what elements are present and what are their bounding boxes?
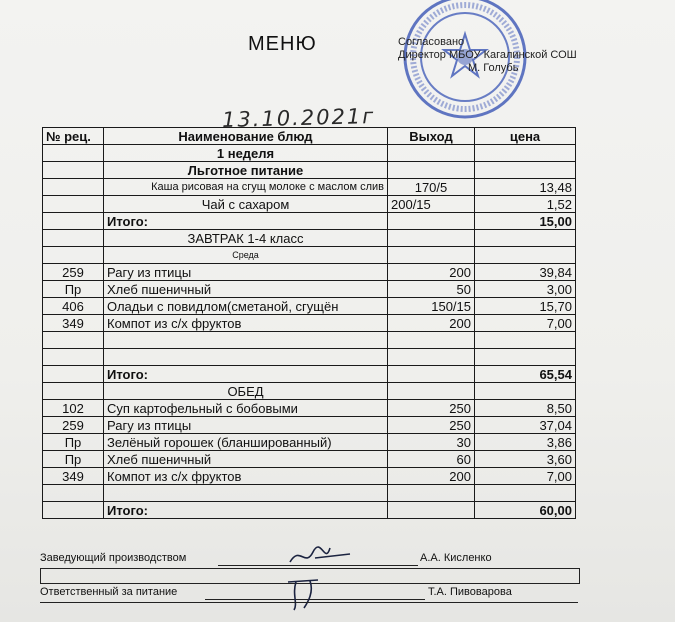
dish-output: 170/5 xyxy=(388,179,475,196)
manager-label: Заведующий производством xyxy=(40,552,187,564)
dish-name: Рагу из птицы xyxy=(104,417,388,434)
breakfast-label: ЗАВТРАК 1-4 класс xyxy=(104,230,388,247)
dish-price: 8,50 xyxy=(475,400,576,417)
recipe-number: 102 xyxy=(43,400,104,417)
dish-price: 3,86 xyxy=(475,434,576,451)
dish-output: 200 xyxy=(388,264,475,281)
breakfast-total: 65,54 xyxy=(475,366,576,383)
dish-price: 13,48 xyxy=(475,179,576,196)
dish-output: 50 xyxy=(388,281,475,298)
header-price: цена xyxy=(475,128,576,145)
total-label: Итого: xyxy=(104,502,388,519)
recipe-number: 406 xyxy=(43,298,104,315)
benefit-total: 15,00 xyxy=(475,213,576,230)
dish-output: 250 xyxy=(388,400,475,417)
dish-name: Оладьи с повидлом(сметаной, сгущён xyxy=(104,298,388,315)
nutrition-name: Т.А. Пивоварова xyxy=(428,586,512,598)
header-output: Выход xyxy=(388,128,475,145)
table-row xyxy=(43,451,576,468)
empty-row xyxy=(43,332,576,349)
benefit-label: Льготное питание xyxy=(104,162,388,179)
dish-output: 200 xyxy=(388,468,475,485)
dish-price: 3,60 xyxy=(475,451,576,468)
dish-name: Каша рисовая на сгущ молоке с маслом слив xyxy=(104,179,388,196)
dish-name: Хлеб пшеничный xyxy=(104,451,388,468)
day-row xyxy=(43,247,576,264)
recipe-number: 259 xyxy=(43,417,104,434)
dish-price: 3,00 xyxy=(475,281,576,298)
approve-line: М. Голубь xyxy=(468,62,519,74)
table-row xyxy=(43,417,576,434)
header-dish-name: Наименование блюд xyxy=(104,128,388,145)
table-row xyxy=(43,196,576,213)
total-label: Итого: xyxy=(104,213,388,230)
approve-line: Директор МБОУ Кагалинской СОШ xyxy=(398,49,577,61)
table-row xyxy=(43,179,576,196)
handwritten-date: 13.10.2021г xyxy=(221,103,376,133)
week-label: 1 неделя xyxy=(104,145,388,162)
dish-output: 60 xyxy=(388,451,475,468)
header-recipe-number: № рец. xyxy=(43,128,104,145)
dish-name: Компот из с/х фруктов xyxy=(104,315,388,332)
table-header-row xyxy=(43,128,576,145)
total-row xyxy=(43,213,576,230)
dish-price: 15,70 xyxy=(475,298,576,315)
dish-price: 37,04 xyxy=(475,417,576,434)
nutrition-label: Ответственный за питание xyxy=(40,586,178,598)
lunch-label: ОБЕД xyxy=(104,383,388,400)
menu-table xyxy=(42,127,576,519)
dish-output: 200 xyxy=(388,315,475,332)
dish-price: 1,52 xyxy=(475,196,576,213)
dish-name: Рагу из птицы xyxy=(104,264,388,281)
table-row xyxy=(43,264,576,281)
recipe-number: Пр xyxy=(43,451,104,468)
lunch-heading-row xyxy=(43,383,576,400)
total-row xyxy=(43,366,576,383)
dish-output: 250 xyxy=(388,417,475,434)
table-row xyxy=(43,434,576,451)
recipe-number: 349 xyxy=(43,315,104,332)
benefit-row xyxy=(43,162,576,179)
manager-name: А.А. Кисленко xyxy=(420,552,492,564)
breakfast-heading-row xyxy=(43,230,576,247)
dish-name: Чай с сахаром xyxy=(104,196,388,213)
total-label: Итого: xyxy=(104,366,388,383)
table-row xyxy=(43,298,576,315)
dish-output: 30 xyxy=(388,434,475,451)
table-row xyxy=(43,468,576,485)
table-row xyxy=(43,281,576,298)
manager-signature xyxy=(285,540,355,570)
recipe-number: Пр xyxy=(43,281,104,298)
recipe-number: 349 xyxy=(43,468,104,485)
bottom-rule xyxy=(40,602,578,603)
lunch-total: 60,00 xyxy=(475,502,576,519)
empty-row xyxy=(43,349,576,366)
recipe-number: 259 xyxy=(43,264,104,281)
total-row xyxy=(43,502,576,519)
menu-title: МЕНЮ xyxy=(248,33,317,55)
dish-name: Зелёный горошек (бланшированный) xyxy=(104,434,388,451)
empty-row xyxy=(43,485,576,502)
dish-price: 7,00 xyxy=(475,315,576,332)
dish-name: Компот из с/х фруктов xyxy=(104,468,388,485)
nutrition-signature xyxy=(278,574,338,614)
week-row xyxy=(43,145,576,162)
approval-block xyxy=(398,36,577,75)
approve-line: Согласовано xyxy=(398,36,465,48)
dish-name: Суп картофельный с бобовыми xyxy=(104,400,388,417)
table-row xyxy=(43,315,576,332)
dish-output: 150/15 xyxy=(388,298,475,315)
dish-output: 200/15 xyxy=(388,196,475,213)
dish-name: Хлеб пшеничный xyxy=(104,281,388,298)
table-row xyxy=(43,400,576,417)
day-label: Среда xyxy=(104,247,388,264)
dish-price: 39,84 xyxy=(475,264,576,281)
recipe-number: Пр xyxy=(43,434,104,451)
dish-price: 7,00 xyxy=(475,468,576,485)
